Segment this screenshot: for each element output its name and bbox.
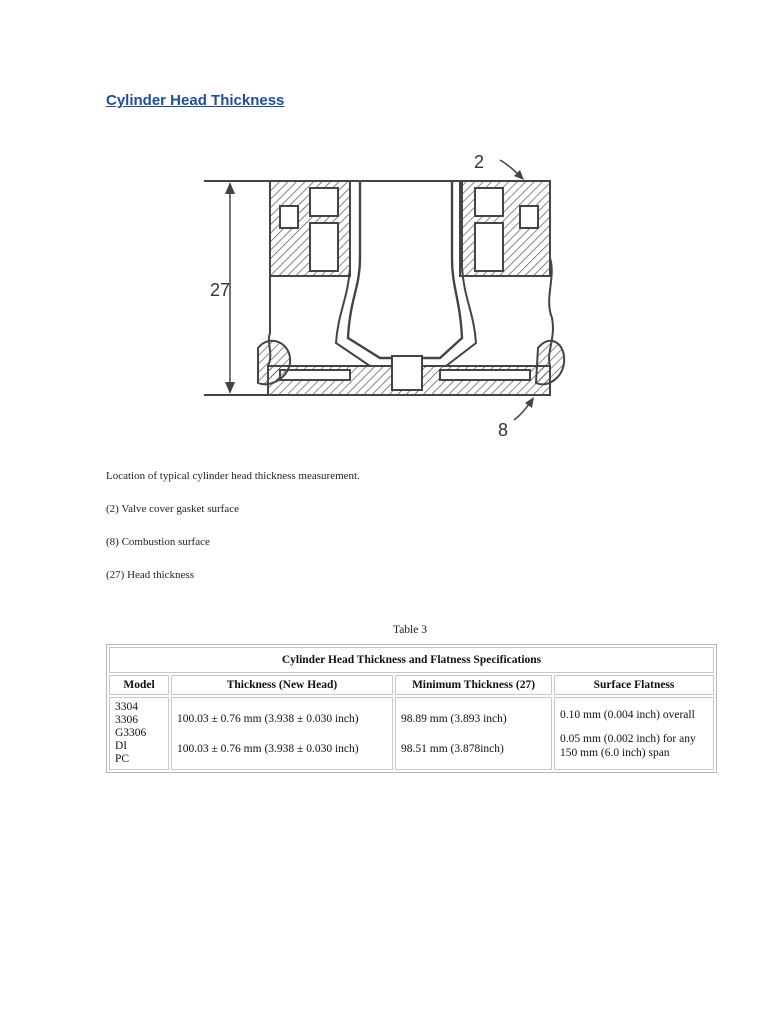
table-caption: Cylinder Head Thickness and Flatness Specifications: [109, 647, 714, 673]
callout-27: 27: [210, 280, 231, 300]
figure-caption: Location of typical cylinder head thickness measurement.: [106, 470, 360, 482]
model-cell: [109, 697, 169, 770]
cylinder-head-diagram: [170, 138, 580, 448]
flatness-cell: [554, 697, 714, 770]
thickness-cell: [171, 697, 393, 770]
legend-item-2: (2) Valve cover gasket surface: [106, 503, 239, 515]
thickness-value: 100.03 ± 0.76 mm (3.938 ± 0.030 inch): [177, 712, 359, 725]
model-name: G3306: [115, 727, 147, 739]
header-flatness: Surface Flatness: [554, 675, 714, 695]
thickness-value: 100.03 ± 0.76 mm (3.938 ± 0.030 inch): [177, 742, 359, 755]
header-minimum: Minimum Thickness (27): [395, 675, 552, 695]
callout-2: 2: [474, 152, 485, 172]
header-model: Model: [109, 675, 169, 695]
flatness-value: 0.10 mm (0.004 inch) overall: [560, 708, 695, 721]
minimum-cell: [395, 697, 552, 770]
model-name: DI: [115, 740, 128, 752]
callout-8: 8: [498, 420, 509, 440]
model-name: PC: [115, 753, 130, 765]
table-row: [109, 697, 714, 770]
header-thickness: Thickness (New Head): [171, 675, 393, 695]
table-label: Table 3: [392, 624, 427, 636]
model-name: 3304: [115, 701, 138, 713]
page-title: Cylinder Head Thickness: [106, 92, 285, 109]
spec-table: [106, 644, 717, 773]
minimum-value: 98.51 mm (3.878inch): [401, 742, 504, 755]
minimum-value: 98.89 mm (3.893 inch): [401, 712, 507, 725]
model-name: 3306: [115, 714, 138, 726]
legend-item-27: (27) Head thickness: [106, 569, 194, 581]
flatness-value: 0.05 mm (0.002 inch) for any 150 mm (6.0 inch) span: [560, 732, 696, 759]
legend-item-8: (8) Combustion surface: [106, 536, 210, 548]
